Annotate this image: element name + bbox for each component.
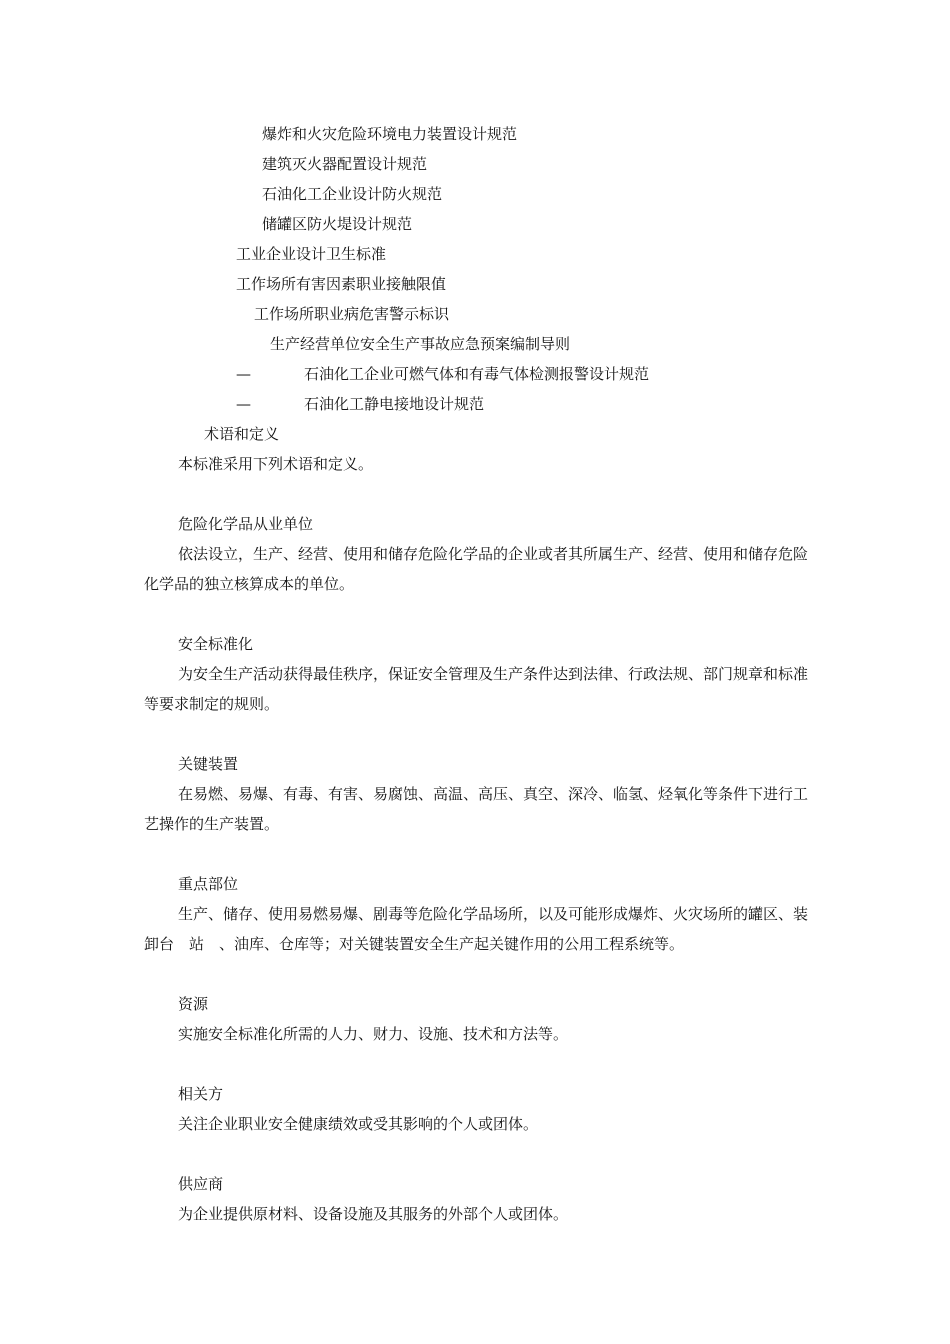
term-definition: 实施安全标准化所需的人力、财力、设施、技术和方法等。 (178, 1025, 569, 1043)
reference-item: 石油化工企业可燃气体和有毒气体检测报警设计规范 (304, 365, 650, 383)
section-intro: 本标准采用下列术语和定义。 (178, 455, 374, 473)
reference-item: 工作场所有害因素职业接触限值 (236, 275, 447, 293)
term-heading: 关键装置 (178, 755, 239, 773)
term-heading: 相关方 (178, 1085, 224, 1103)
reference-dash: — (236, 395, 251, 413)
term-definition: 在易燃、易爆、有毒、有害、易腐蚀、高温、高压、真空、深冷、临氢、烃氧化等条件下进行工艺操作的生产装置。 (144, 785, 809, 833)
reference-item: 储罐区防火堤设计规范 (262, 215, 413, 233)
term-heading: 安全标准化 (178, 635, 254, 653)
term-definition: 生产、储存、使用易燃易爆、剧毒等危险化学品场所，以及可能形成爆炸、火灾场所的罐区、装卸台 站 、油库、仓库等；对关键装置安全生产起关键作用的公用工程系统等。 (144, 905, 809, 953)
reference-item: 爆炸和火灾危险环境电力装置设计规范 (262, 125, 518, 143)
reference-item: 建筑灭火器配置设计规范 (262, 155, 428, 173)
term-heading: 危险化学品从业单位 (178, 515, 314, 533)
term-heading: 重点部位 (178, 875, 239, 893)
reference-item: 工作场所职业病危害警示标识 (254, 305, 450, 323)
reference-item: 生产经营单位安全生产事故应急预案编制导则 (270, 335, 571, 353)
reference-item: 工业企业设计卫生标准 (236, 245, 387, 263)
term-heading: 资源 (178, 995, 209, 1013)
reference-dash: — (236, 365, 251, 383)
reference-item: 石油化工静电接地设计规范 (304, 395, 485, 413)
section-title: 术语和定义 (204, 425, 280, 443)
term-definition: 关注企业职业安全健康绩效或受其影响的个人或团体。 (178, 1115, 539, 1133)
reference-item: 石油化工企业设计防火规范 (262, 185, 443, 203)
term-definition: 为企业提供原材料、设备设施及其服务的外部个人或团体。 (178, 1205, 569, 1223)
term-definition: 依法设立，生产、经营、使用和储存危险化学品的企业或者其所属生产、经营、使用和储存危险化学品的独立核算成本的单位。 (144, 545, 809, 593)
term-definition: 为安全生产活动获得最佳秩序，保证安全管理及生产条件达到法律、行政法规、部门规章和标准等要求制定的规则。 (144, 665, 809, 713)
term-heading: 供应商 (178, 1175, 224, 1193)
